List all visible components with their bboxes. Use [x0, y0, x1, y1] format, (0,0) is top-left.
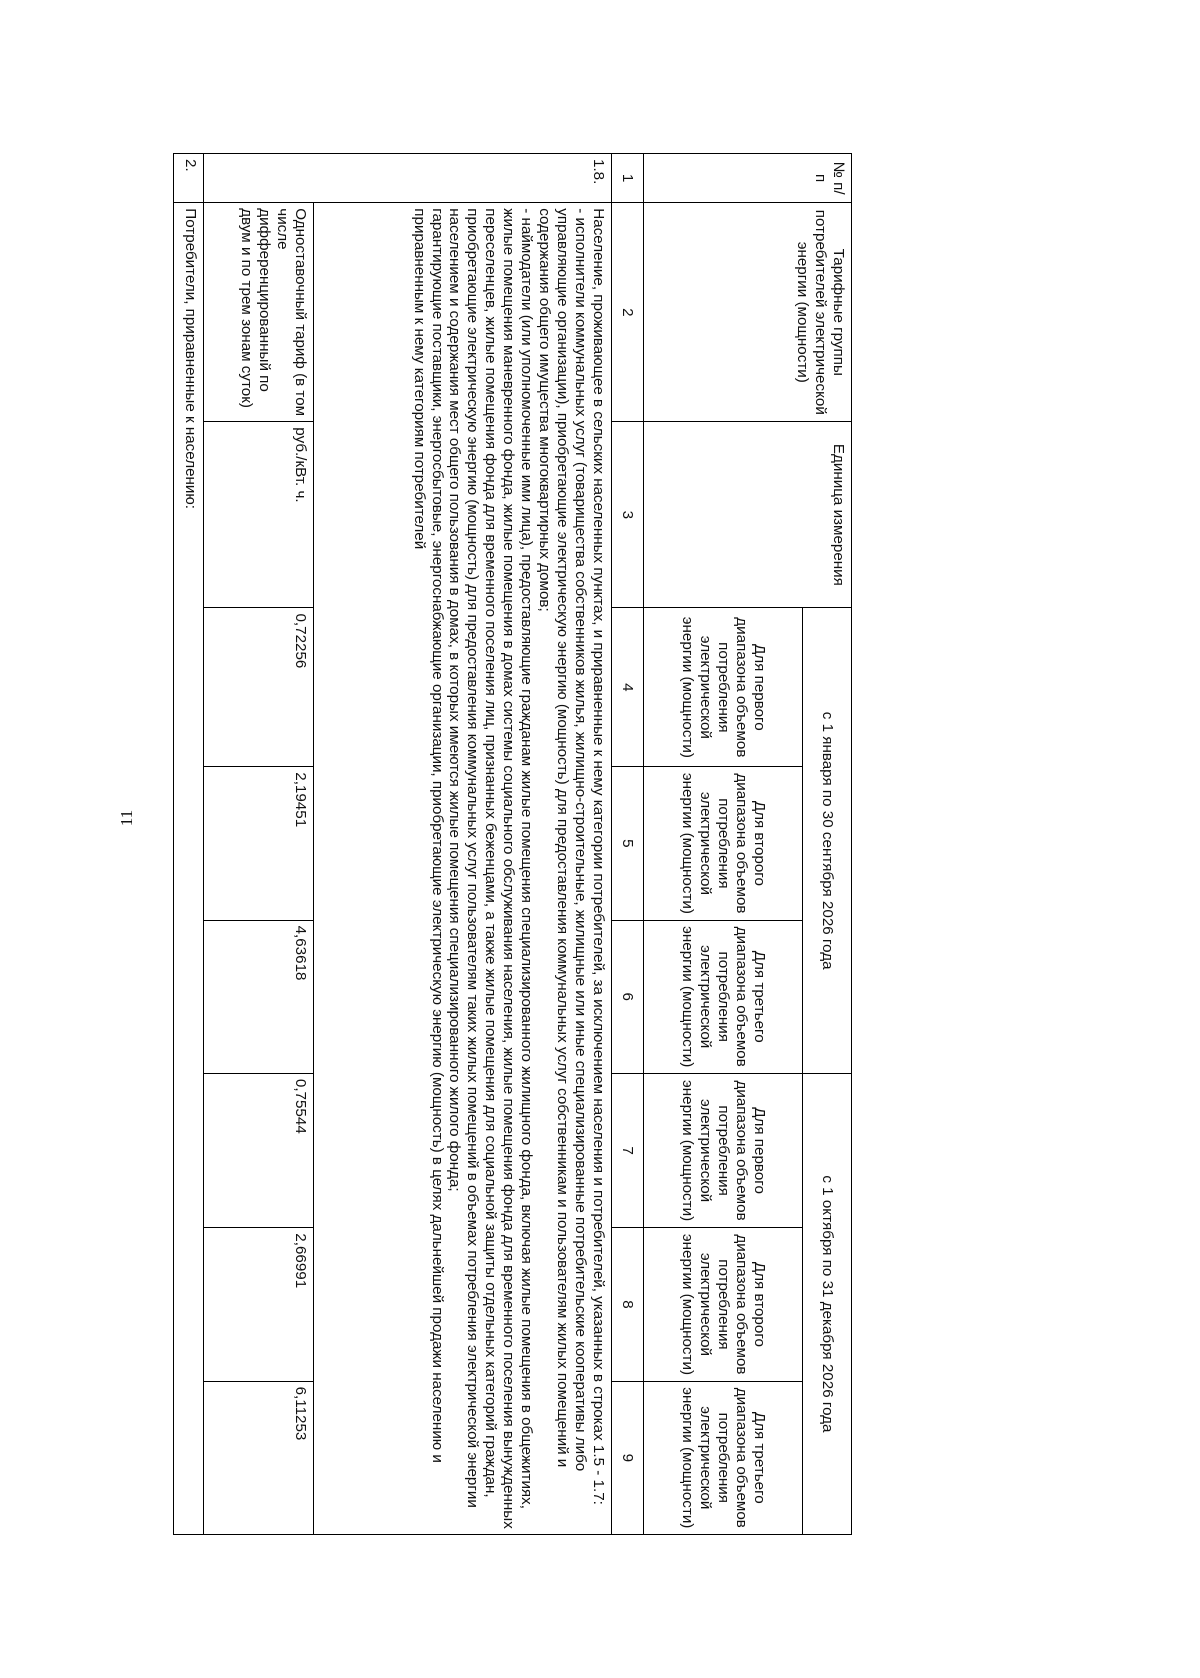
column-number: 8: [612, 1228, 644, 1381]
header-p2-range-1: Для первого диапазона объемов потребления электрической энергии (мощности): [644, 1073, 803, 1227]
column-number: 4: [612, 608, 644, 767]
column-numbers-row: [612, 154, 644, 1535]
column-number: 3: [612, 422, 644, 608]
header-p1-range-2: Для второго диапазона объемов потребления электрической энергии (мощности): [644, 767, 803, 920]
header-unit: Единица измерения: [644, 422, 852, 608]
column-number: 6: [612, 920, 644, 1073]
tariff-unit: руб./кВт. ч.: [204, 422, 314, 608]
page-number: 11: [117, 809, 136, 827]
row-tariff: [204, 154, 314, 1535]
header-period-1: с 1 января по 30 сентября 2026 года: [803, 608, 852, 1073]
row-2: [174, 154, 204, 1535]
row-1-8-description: [314, 203, 612, 1535]
row-2-text: Потребители, приравненные к населению:: [174, 203, 204, 1535]
tariff-value: 0,75544: [204, 1073, 314, 1227]
description-paragraph: гарантирующие поставщики, энергосбытовые, энергоснабжающие организации, приобретающие электрическую энергию (мощность) в целях дальнейшей продажи населению и приравненным к нему категориям потребителей: [410, 208, 446, 1463]
header-p2-range-2: Для второго диапазона объемов потребления электрической энергии (мощности): [644, 1228, 803, 1381]
row-2-num: 2.: [174, 154, 204, 203]
column-number: 2: [612, 203, 644, 422]
tariff-value: 0,72256: [204, 608, 314, 767]
header-period-2: с 1 октября по 31 декабря 2026 года: [803, 1073, 852, 1534]
tariff-value: 2,66991: [204, 1228, 314, 1381]
tariff-table-rotated: [174, 153, 852, 1535]
column-number: 7: [612, 1073, 644, 1227]
header-p2-range-3: Для третьего диапазона объемов потребления электрической энергии (мощности): [644, 1381, 803, 1534]
header-p1-range-3: Для третьего диапазона объемов потребления электрической энергии (мощности): [644, 920, 803, 1073]
header-p1-range-1: Для первого диапазона объемов потребления электрической энергии (мощности): [644, 608, 803, 767]
column-number: 1: [612, 154, 644, 203]
header-group: Тарифные группы потребителей электрической энергии (мощности): [644, 203, 852, 422]
header-num: № п/п: [644, 154, 852, 203]
column-number: 5: [612, 767, 644, 920]
tariff-value: 4,63618: [204, 920, 314, 1073]
tariff-value: 6,11253: [204, 1381, 314, 1534]
column-number: 9: [612, 1381, 644, 1534]
tariff-table: [173, 153, 852, 1535]
description-paragraph: Население, проживающее в сельских населенных пунктах, и приравненные к нему категории потребителей, за исключением населения и потребителей, указанных в строках 1.5 - 1.7:: [590, 208, 607, 1505]
tariff-value: 2,19451: [204, 767, 314, 920]
description-paragraph: - наймодатели (или уполномоченные ими лица), предоставляющие гражданам жилые помещения специализированного жилищного фонда, включая жилые помещения в общежитиях, жилые помещения маневренного фонда, жилые помещения в домах системы социального обслуживания населения, жилые помещения фонда для временного поселения вынужденных переселенцев, жилые помещения фонда для временного поселения лиц, признанных беженцами, а также жилые помещения для социальной защиты отдельных категорий граждан, приобретающие электрическую энергию (мощность) для предоставления коммунальных услуг пользователям таких жилых помещений в объемах потребления электрической энергии населением и содержания мест общего пользования в домах, в которых имеются жилые помещения специализированного жилого фонда;: [446, 208, 536, 1529]
tariff-name: Одноставочный тариф (в том числе дифференцированный по двум и по трем зонам суток): [204, 203, 314, 422]
row-1-8-num: 1.8.: [204, 154, 612, 203]
row-1-8: [314, 154, 612, 1535]
description-paragraph: - исполнители коммунальных услуг (товарищества собственников жилья, жилищно-строительные, жилищные или иные специализированные потребительские кооперативы либо управляющие организации), приобретающие электрическую энергию (мощность) для предоставления коммунальных услуг собственникам и пользователям жилых помещений и содержания общего имущества многоквартирных домов;: [536, 208, 590, 1472]
